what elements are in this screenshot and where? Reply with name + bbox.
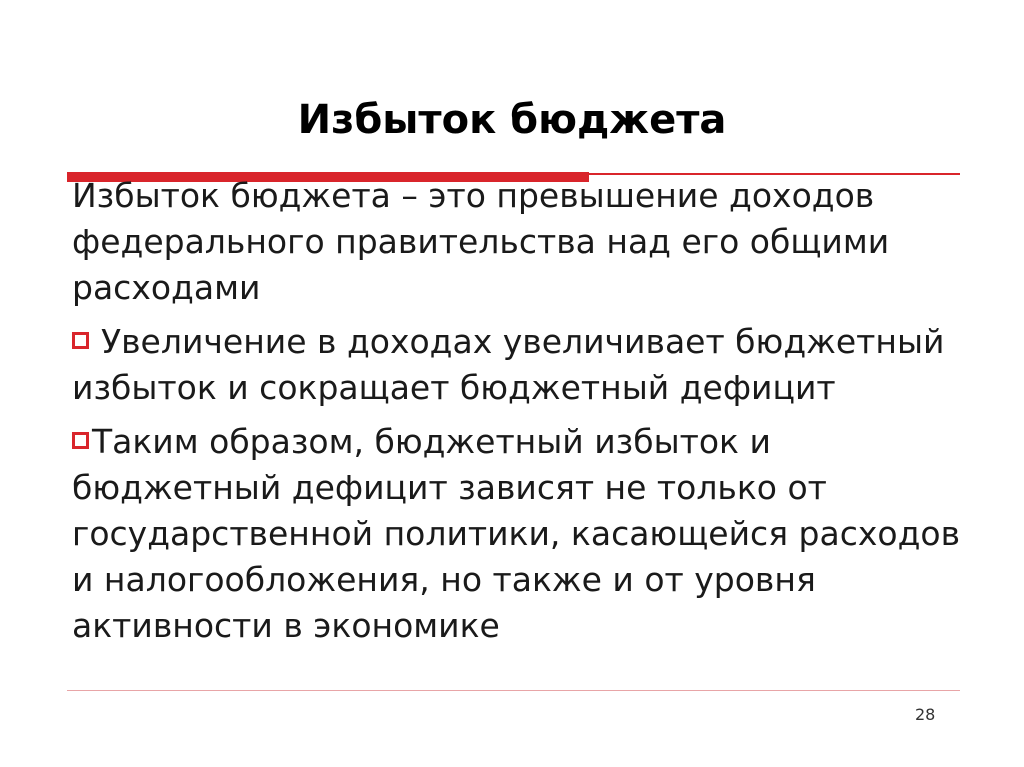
bullet-item (72, 419, 972, 649)
footer-divider (67, 690, 960, 691)
definition-paragraph: Избыток бюджета – это превышение доходов федерального правительства над его общими расходами (72, 176, 890, 307)
bullet-text: Таким образом, бюджетный избыток и бюджетный дефицит зависят не только от государственной политики, касающейся расходов и налогообложения, но также и от уровня активности в экономике (72, 422, 961, 645)
slide-title: Избыток бюджета (297, 97, 727, 143)
hollow-square-bullet-icon (72, 432, 89, 449)
bullet-text: Увеличение в доходах увеличивает бюджетный избыток и сокращает бюджетный дефицит (72, 322, 945, 407)
slide-body (72, 173, 972, 657)
page-number: 28 (915, 705, 936, 724)
bullet-item (72, 319, 972, 411)
hollow-square-bullet-icon (72, 332, 89, 349)
